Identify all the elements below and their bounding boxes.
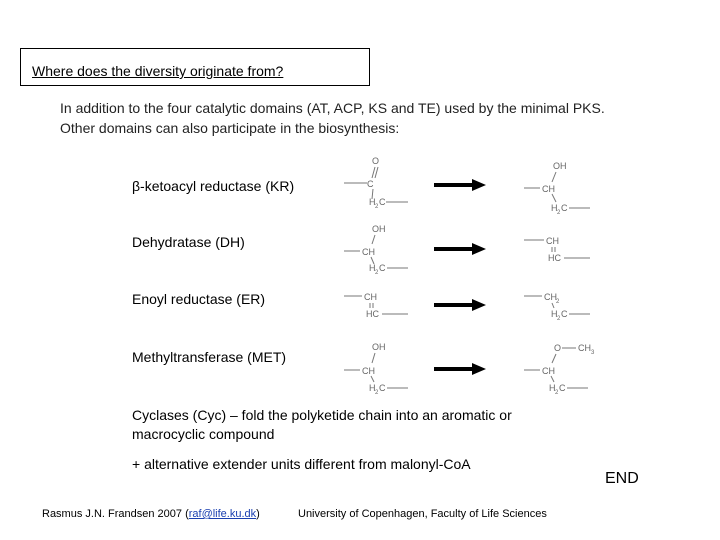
svg-text:C: C bbox=[379, 263, 386, 273]
dh-product-structure bbox=[520, 226, 600, 276]
row-label-dh: Dehydratase (DH) bbox=[132, 234, 245, 250]
intro-text: In addition to the four catalytic domains (AT, ACP, KS and TE) used by the minimal PKS. Other domains can also participate in the biosynthesis: bbox=[60, 100, 605, 136]
er-prod-h2c: H bbox=[551, 309, 558, 319]
er-product-structure bbox=[520, 284, 600, 326]
kr-sub-c: C bbox=[367, 179, 374, 189]
svg-text:2: 2 bbox=[557, 316, 561, 322]
dh-sub-h2c: H bbox=[369, 263, 376, 273]
svg-text:2: 2 bbox=[555, 390, 559, 396]
kr-sub-o: O bbox=[372, 156, 380, 166]
row-label-kr: β-ketoacyl reductase (KR) bbox=[132, 178, 295, 194]
er-sub-hc: HC bbox=[366, 309, 379, 319]
footer-author: Rasmus J.N. Frandsen 2007 (raf@life.ku.dk) bbox=[42, 508, 260, 520]
dh-arrow-icon bbox=[432, 241, 488, 257]
kr-sub-h2c: H bbox=[369, 197, 376, 207]
er-sub-ch: CH bbox=[364, 292, 377, 302]
met-prod-h2c: H bbox=[549, 383, 556, 393]
svg-text:2: 2 bbox=[375, 390, 379, 396]
met-prod-o: O bbox=[554, 343, 562, 353]
row-label-er: Enoyl reductase (ER) bbox=[132, 291, 266, 307]
dh-prod-hc: HC bbox=[548, 253, 561, 263]
footer-institution: University of Copenhagen, Faculty of Life Sciences bbox=[298, 508, 547, 520]
dh-substrate-structure bbox=[340, 220, 420, 280]
met-sub-oh: OH bbox=[372, 342, 386, 352]
kr-prod-oh: OH bbox=[553, 161, 567, 171]
title-box bbox=[20, 48, 370, 86]
met-sub-h2c: H bbox=[369, 383, 376, 393]
kr-arrow-icon bbox=[432, 177, 488, 193]
cyclases-text: Cyclases (Cyc) – fold the polyketide chain into an aromatic or macrocyclic compound bbox=[132, 407, 512, 442]
svg-text:CH: CH bbox=[578, 343, 591, 353]
svg-text:3: 3 bbox=[591, 350, 595, 356]
met-prod-ch: CH bbox=[542, 366, 555, 376]
svg-text:2: 2 bbox=[375, 204, 379, 210]
end-label: END bbox=[605, 470, 639, 487]
met-sub-ch: CH bbox=[362, 366, 375, 376]
er-arrow-icon bbox=[432, 297, 488, 313]
alt-extender-text: + alternative extender units different from malonyl-CoA bbox=[132, 456, 471, 472]
kr-prod-ch: CH bbox=[542, 184, 555, 194]
svg-text:C: C bbox=[559, 383, 566, 393]
kr-prod-h2c: H bbox=[551, 203, 558, 213]
svg-text:C: C bbox=[379, 197, 386, 207]
svg-text:C: C bbox=[561, 203, 568, 213]
dh-sub-ch: CH bbox=[362, 247, 375, 257]
email-link[interactable]: raf@life.ku.dk bbox=[188, 508, 257, 520]
dh-sub-oh: OH bbox=[372, 224, 386, 234]
kr-substrate-structure bbox=[340, 152, 420, 212]
svg-text:C: C bbox=[379, 383, 386, 393]
svg-text:2: 2 bbox=[557, 210, 561, 216]
kr-product-structure bbox=[520, 152, 600, 216]
row-label-met: Methyltransferase (MET) bbox=[132, 349, 287, 365]
er-substrate-structure bbox=[340, 286, 420, 326]
met-substrate-structure bbox=[340, 338, 420, 398]
svg-text:2: 2 bbox=[556, 299, 560, 305]
svg-text:C: C bbox=[561, 309, 568, 319]
dh-prod-ch: CH bbox=[546, 236, 559, 246]
er-prod-ch2: CH bbox=[544, 292, 557, 302]
svg-text:2: 2 bbox=[375, 270, 379, 276]
met-product-structure bbox=[520, 338, 610, 398]
slide-title: Where does the diversity originate from? bbox=[32, 63, 284, 79]
met-arrow-icon bbox=[432, 361, 488, 377]
